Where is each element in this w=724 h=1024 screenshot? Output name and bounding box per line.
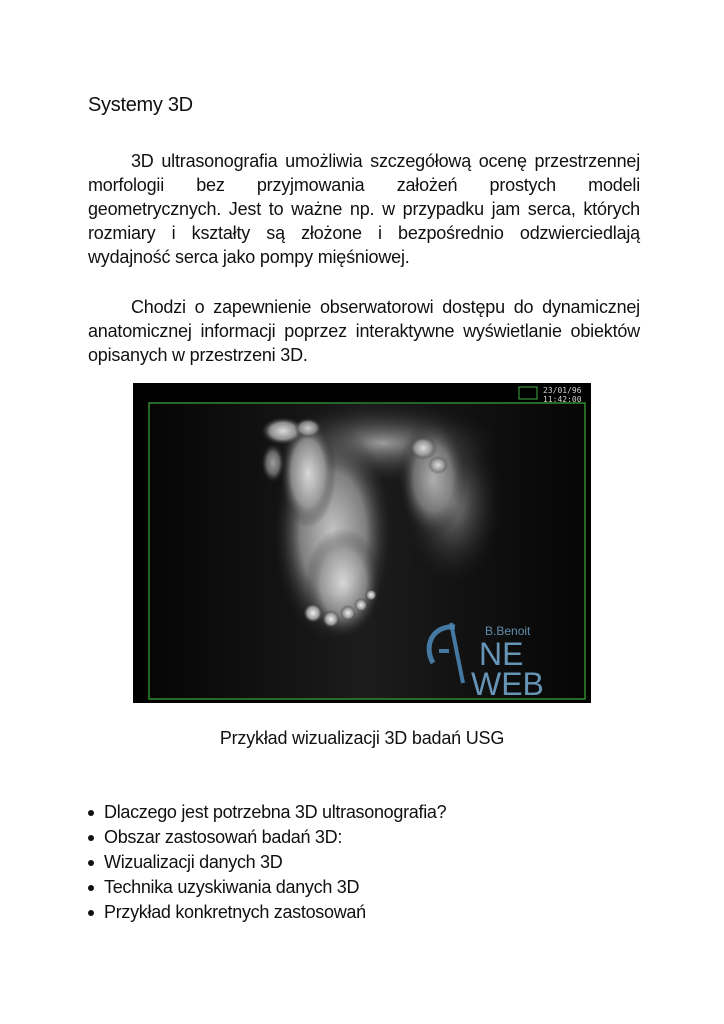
bullet-icon xyxy=(88,810,94,816)
logo-author: B.Benoit xyxy=(485,624,531,638)
page-title: Systemy 3D xyxy=(88,94,193,116)
bullet-icon xyxy=(88,835,94,841)
paragraph-intro: 3D ultrasonografia umożliwia szczegółową ocenę przestrzennej morfologii bez przyjmowania założeń prostych modeli geometrycznych. Jest to ważne np. w przypadku jam serca, których rozmiary i kształty są złożone i bezpośrednio odzwierciedlają wydajność serca jako pompy mięśniowej. xyxy=(88,151,640,267)
list-item: Dlaczego jest potrzebna 3D ultrasonografia? xyxy=(88,800,446,825)
logo-line2: WEB xyxy=(471,666,544,702)
list-item: Przykład konkretnych zastosowań xyxy=(88,900,446,925)
list-item: Obszar zastosowań badań 3D: xyxy=(88,825,446,850)
figure-caption: Przykład wizualizacji 3D badań USG xyxy=(219,728,505,748)
list-item: Technika uzyskiwania danych 3D xyxy=(88,875,446,900)
topic-list xyxy=(88,800,446,925)
ultrasound-3d-image xyxy=(133,383,591,703)
fetal-foot-right xyxy=(398,418,468,538)
list-item: Wizualizacji danych 3D xyxy=(88,850,446,875)
image-time: 11:42:00 xyxy=(543,395,582,404)
bullet-icon xyxy=(88,885,94,891)
logo-line1: NE xyxy=(479,636,524,672)
image-date: 23/01/96 xyxy=(543,386,582,395)
bullet-icon xyxy=(88,860,94,866)
bullet-icon xyxy=(88,910,94,916)
paragraph-purpose: Chodzi o zapewnienie obserwatorowi dostępu do dynamicznej anatomicznej informacji poprzez interaktywne wyświetlanie obiektów opisanych w przestrzeni 3D. xyxy=(88,297,640,365)
